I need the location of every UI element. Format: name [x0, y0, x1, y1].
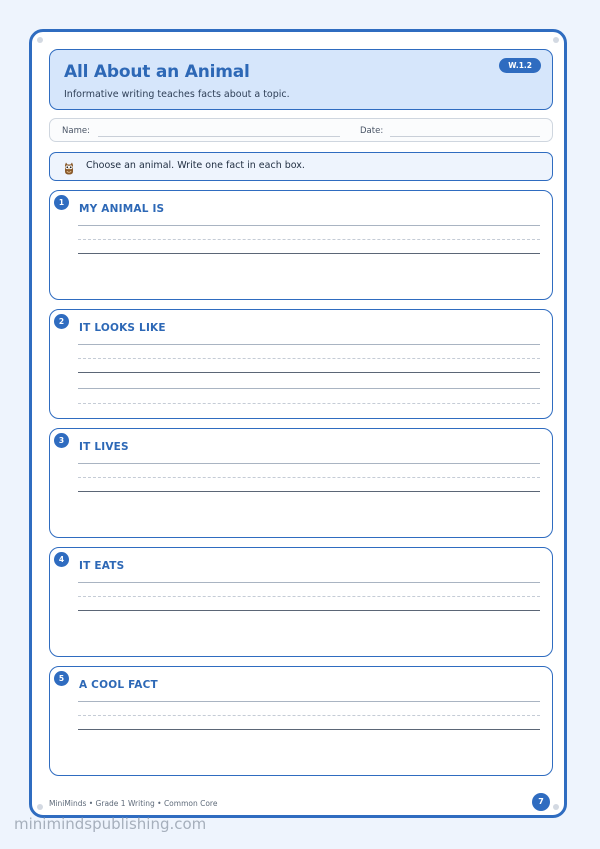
- fact-box-lives: [49, 428, 553, 538]
- box-number-badge: 3: [54, 433, 69, 448]
- writing-line-top[interactable]: [78, 582, 540, 583]
- worksheet-page: [29, 29, 567, 818]
- date-field-line[interactable]: [390, 136, 540, 137]
- box-title: IT EATS: [79, 560, 125, 572]
- fact-box-looks: [49, 309, 553, 419]
- name-label: Name:: [62, 126, 90, 136]
- instruction-bar: [49, 152, 553, 181]
- box-title: IT LIVES: [79, 441, 129, 453]
- writing-line-top[interactable]: [78, 701, 540, 702]
- writing-line-top[interactable]: [78, 344, 540, 345]
- writing-line-top[interactable]: [78, 388, 540, 389]
- page-subtitle: Informative writing teaches facts about a topic.: [64, 89, 290, 100]
- name-field-line[interactable]: [98, 136, 340, 137]
- box-number-badge: 4: [54, 552, 69, 567]
- corner-dot: [553, 37, 559, 43]
- box-title: MY ANIMAL IS: [79, 203, 165, 215]
- writing-line-mid: [78, 596, 540, 597]
- corner-dot: [37, 804, 43, 810]
- fact-box-eats: [49, 547, 553, 657]
- corner-dot: [37, 37, 43, 43]
- writing-line-base[interactable]: [78, 729, 540, 730]
- box-number-badge: 5: [54, 671, 69, 686]
- page-title: All About an Animal: [64, 62, 250, 82]
- writing-line-top[interactable]: [78, 225, 540, 226]
- box-number-badge: 2: [54, 314, 69, 329]
- watermark-text: minimindspublishing.com: [14, 815, 207, 833]
- writing-line-mid: [78, 403, 540, 404]
- title-banner: [49, 49, 553, 110]
- writing-line-mid: [78, 715, 540, 716]
- corner-dot: [553, 804, 559, 810]
- writing-line-top[interactable]: [78, 463, 540, 464]
- instruction-text: Choose an animal. Write one fact in each box.: [86, 160, 305, 171]
- writing-line-mid: [78, 358, 540, 359]
- name-date-bar: [49, 118, 553, 142]
- writing-line-mid: [78, 477, 540, 478]
- box-number-badge: 1: [54, 195, 69, 210]
- footer-credit: MiniMinds • Grade 1 Writing • Common Core: [49, 799, 218, 808]
- date-label: Date:: [360, 126, 384, 136]
- page-number-badge: 7: [532, 793, 550, 811]
- writing-line-base[interactable]: [78, 372, 540, 373]
- standard-badge: W.1.2: [499, 58, 541, 73]
- box-title: A COOL FACT: [79, 679, 158, 691]
- writing-line-base[interactable]: [78, 253, 540, 254]
- fact-box-cool-fact: [49, 666, 553, 776]
- box-title: IT LOOKS LIKE: [79, 322, 166, 334]
- writing-line-mid: [78, 239, 540, 240]
- owl-icon: [63, 160, 75, 179]
- fact-box-animal: [49, 190, 553, 300]
- writing-line-base[interactable]: [78, 491, 540, 492]
- writing-line-base[interactable]: [78, 610, 540, 611]
